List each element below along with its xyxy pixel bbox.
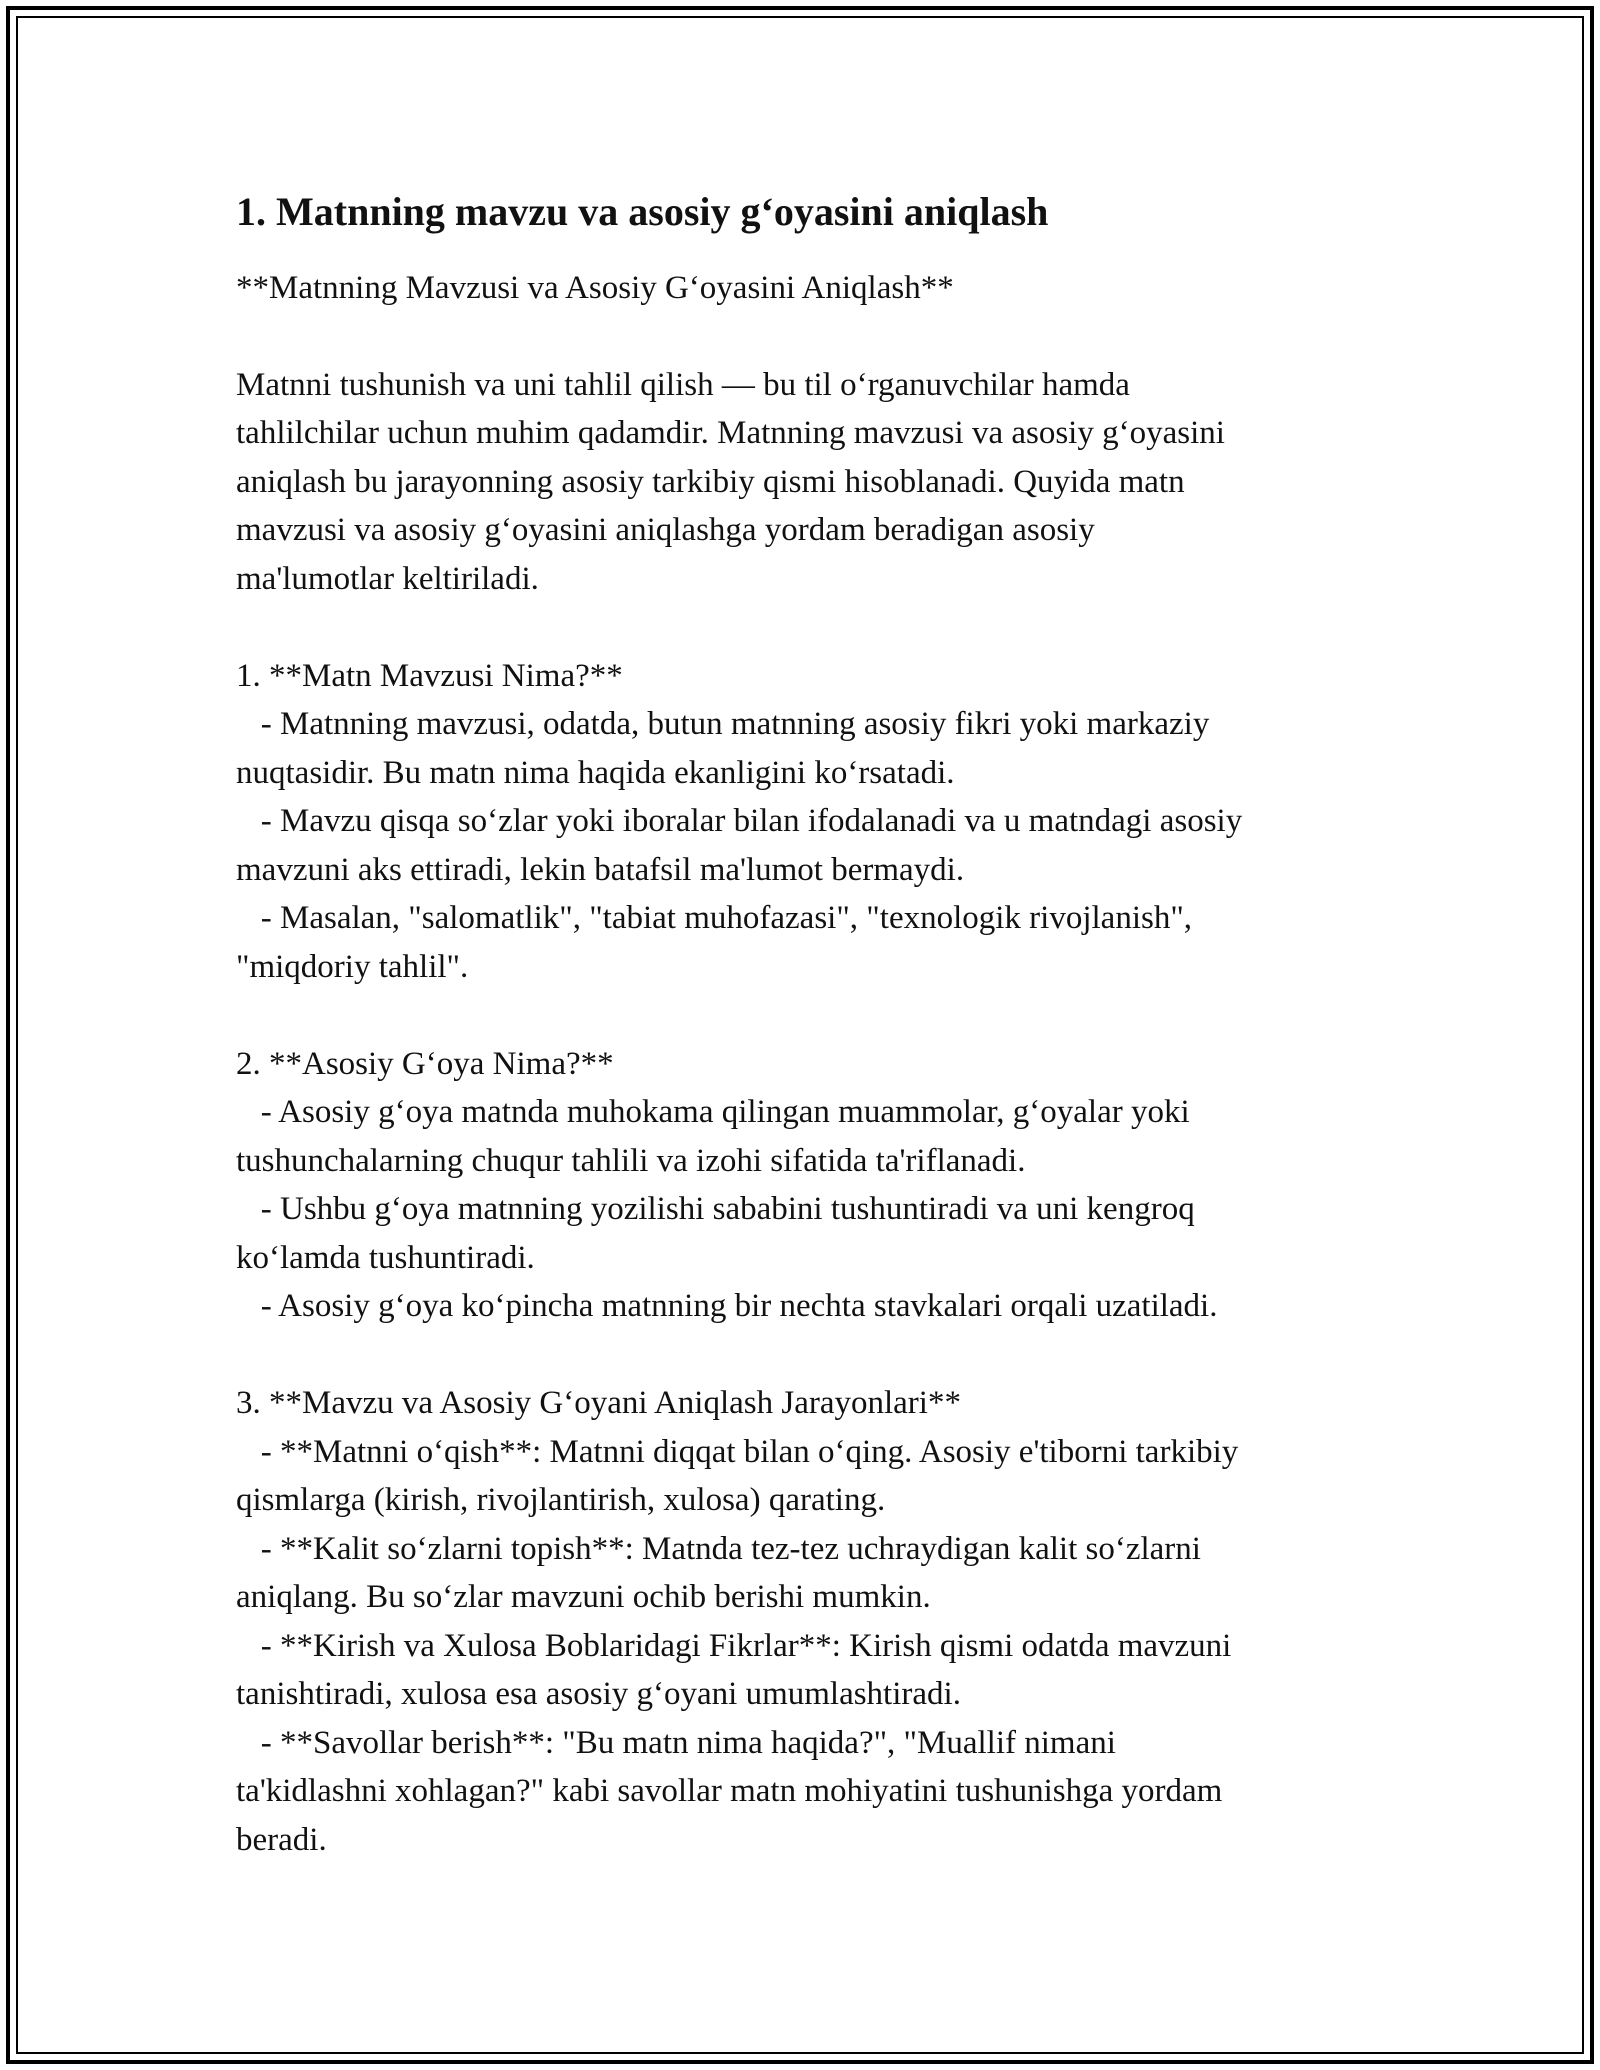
section-identification-process: 3. **Mavzu va Asosiy G‘oyani Aniqlash Jarayonlari** - **Matnni o‘qish**: Matnni diqqat bilan o‘qing. Asosiy e'tiborni tarkibiy qismlarga (kirish, rivojlantirish, xulosa) qarating. - **Kalit so‘zlarni topish**: Matnda tez-tez uchraydigan kalit so‘zlarni aniqlang. Bu so‘zlar mavzuni ochib berishi mumkin. - **Kirish va Xulosa Boblaridagi Fikrlar**: Kirish qismi odatda mavzuni tanishtiradi, xulosa esa asosiy g‘oyani umumlashtiradi. - **Savollar berish**: "Bu matn nima haqida?", "Muallif nimani ta'kidlashni xohlagan?" kabi savollar matn mohiyatini tushunishga yordam beradi. (236, 1385, 1239, 1858)
paragraph-spacer (236, 1331, 1366, 1380)
intro-paragraph: Matnni tushunish va uni tahlil qilish — bu til o‘rganuvchilar hamda tahlilchilar uchun muhim qadamdir. Matnning mavzusi va asosiy g‘oyasini aniqlash bu jarayonning asosiy tarkibiy qismi hisoblanadi. Quyida matn mavzusi va asosiy g‘oyasini aniqlashga yordam beradigan asosiy ma'lumotlar keltiriladi. (236, 366, 1225, 597)
document-heading: 1. Matnning mavzu va asosiy g‘oyasini aniqlash (236, 189, 1049, 234)
document-subtitle: **Matnning Mavzusi va Asosiy G‘oyasini Aniqlash** (236, 270, 954, 306)
paragraph-spacer (236, 603, 1366, 652)
document-body (236, 186, 1366, 1864)
paragraph-spacer (236, 312, 1366, 361)
section-topic-definition: 1. **Matn Mavzusi Nima?** - Matnning mavzusi, odatda, butun matnning asosiy fikri yoki markaziy nuqtasidir. Bu matn nima haqida ekanligini ko‘rsatadi. - Mavzu qisqa so‘zlar yoki iboralar bilan ifodalanadi va u matndagi asosiy mavzuni aks ettiradi, lekin batafsil ma'lumot bermaydi. - Masalan, "salomatlik", "tabiat muhofazasi", "texnologik rivojlanish", "miqdoriy tahlil". (236, 657, 1243, 985)
paragraph-spacer (236, 991, 1366, 1040)
section-main-idea-definition: 2. **Asosiy G‘oya Nima?** - Asosiy g‘oya matnda muhokama qilingan muammolar, g‘oyalar yoki tushunchalarning chuqur tahlili va izohi sifatida ta'riflanadi. - Ushbu g‘oya matnning yozilishi sababini tushuntiradi va uni kengroq ko‘lamda tushuntiradi. - Asosiy g‘oya ko‘pincha matnning bir nechta stavkalari orqali uzatiladi. (236, 1045, 1218, 1324)
